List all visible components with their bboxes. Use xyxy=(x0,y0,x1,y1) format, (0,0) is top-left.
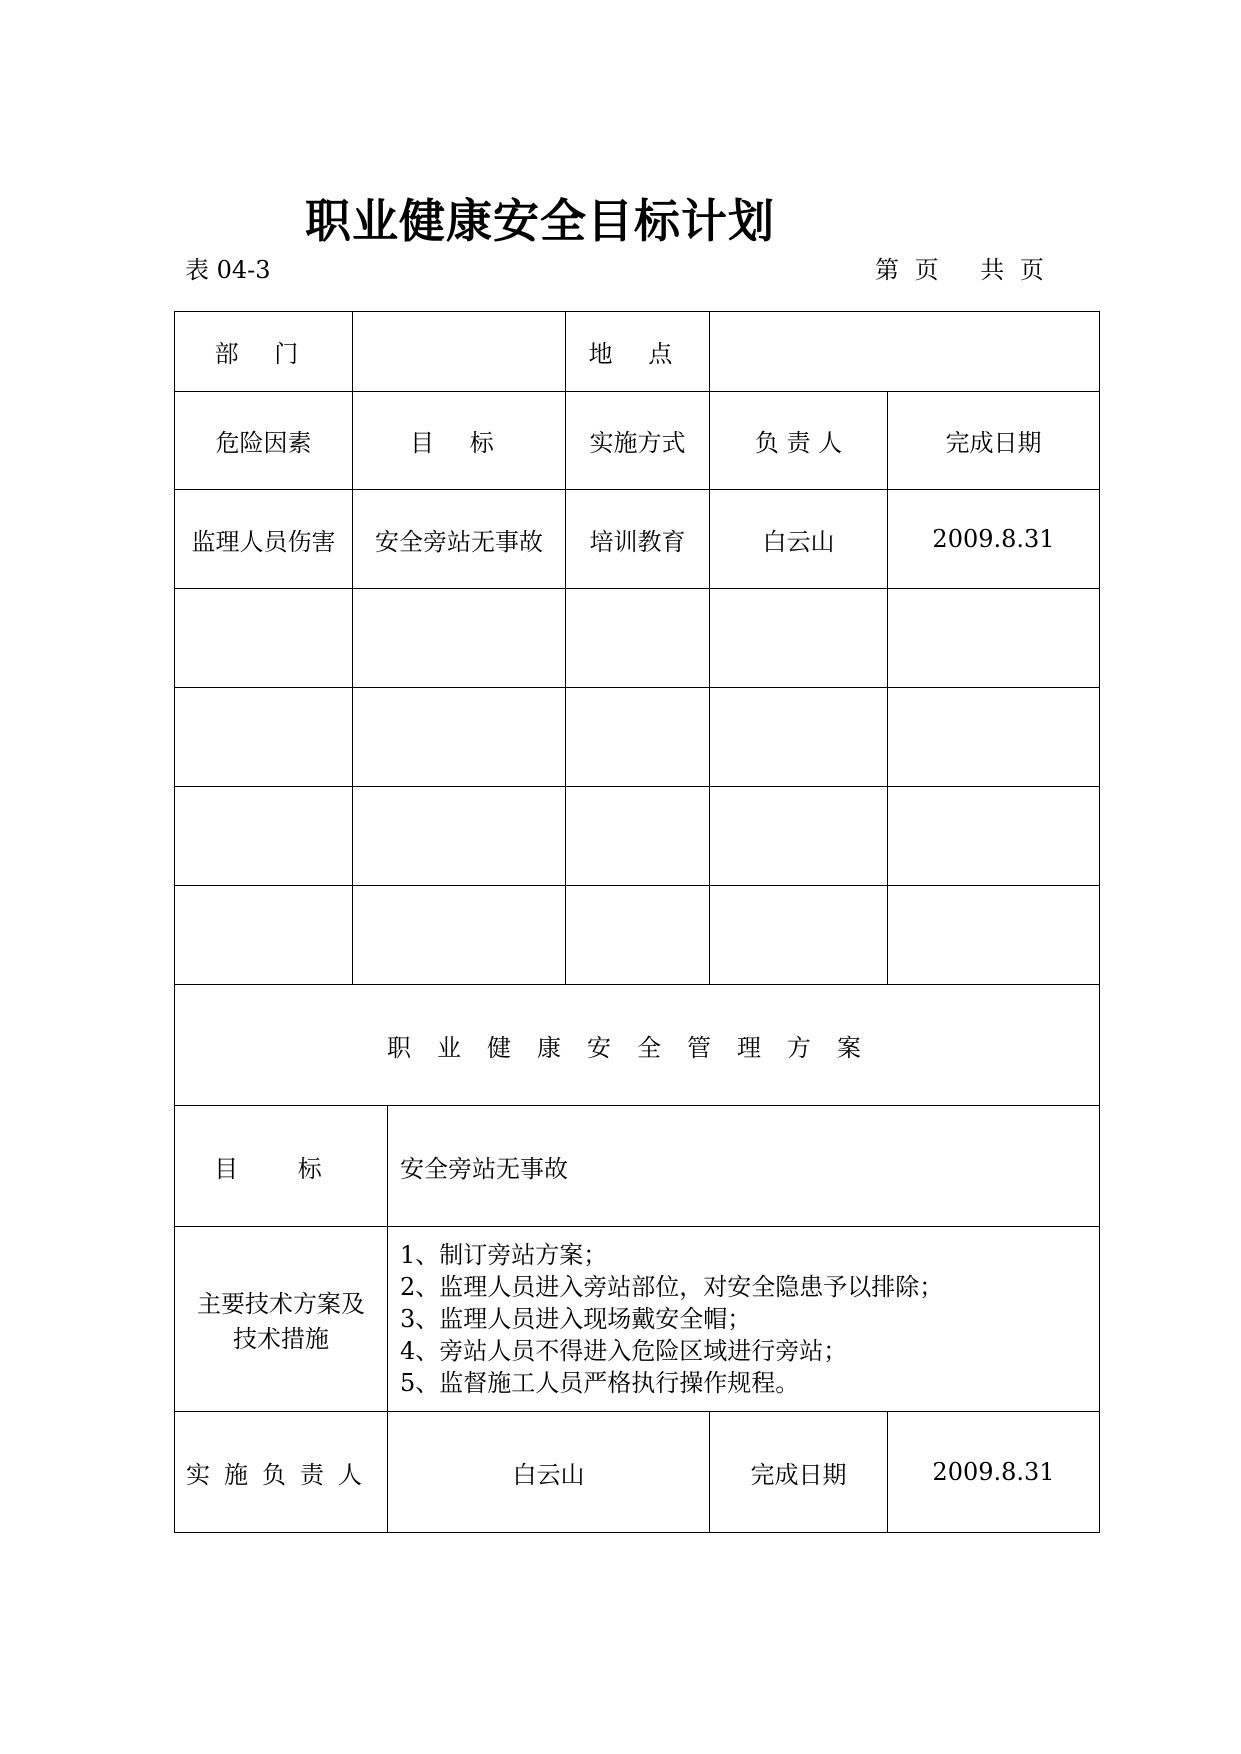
cell-date[interactable] xyxy=(888,589,1100,688)
location-field[interactable] xyxy=(710,312,1100,392)
page-indicator xyxy=(875,250,1044,285)
cell-target: 安全旁站无事故 xyxy=(353,490,566,589)
cell-hazard: 监理人员伤害 xyxy=(175,490,353,589)
table-row xyxy=(175,886,1100,985)
page-total-label: 共 页 xyxy=(980,256,1044,284)
target-plan-table xyxy=(174,311,1100,1533)
cell-target[interactable] xyxy=(353,589,566,688)
cell-owner[interactable] xyxy=(710,688,888,787)
cell-method[interactable] xyxy=(566,787,710,886)
measure-item: 4、旁站人员不得进入危险区域进行旁站； xyxy=(400,1337,848,1365)
column-header-target: 目 标 xyxy=(353,392,566,490)
department-label: 部 门 xyxy=(175,312,353,392)
cell-hazard[interactable] xyxy=(175,886,353,985)
cell-method[interactable] xyxy=(566,688,710,787)
cell-date[interactable] xyxy=(888,688,1100,787)
cell-owner[interactable] xyxy=(710,886,888,985)
cell-owner[interactable] xyxy=(710,589,888,688)
plan-owner-row xyxy=(175,1412,1100,1533)
plan-heading-row xyxy=(175,985,1100,1106)
measure-item: 3、监理人员进入现场戴安全帽； xyxy=(400,1305,752,1333)
cell-hazard[interactable] xyxy=(175,589,353,688)
cell-method: 培训教育 xyxy=(566,490,710,589)
cell-target[interactable] xyxy=(353,688,566,787)
cell-date: 2009.8.31 xyxy=(888,490,1100,589)
measure-item: 5、监督施工人员严格执行操作规程。 xyxy=(400,1369,800,1397)
column-header-hazard: 危险因素 xyxy=(175,392,353,490)
plan-heading: 职业健康安全管理方案 xyxy=(175,985,1100,1106)
cell-date[interactable] xyxy=(888,886,1100,985)
completion-date-value: 2009.8.31 xyxy=(888,1412,1100,1533)
measures-label xyxy=(175,1227,388,1412)
measures-label-line: 技术措施 xyxy=(233,1325,329,1353)
cell-owner: 白云山 xyxy=(710,490,888,589)
measure-item: 1、制订旁站方案； xyxy=(400,1241,608,1269)
plan-target-value: 安全旁站无事故 xyxy=(388,1106,1100,1227)
location-label: 地 点 xyxy=(566,312,710,392)
department-field[interactable] xyxy=(353,312,566,392)
table-row xyxy=(175,787,1100,886)
cell-owner[interactable] xyxy=(710,787,888,886)
cell-date[interactable] xyxy=(888,787,1100,886)
table-row xyxy=(175,688,1100,787)
cell-hazard[interactable] xyxy=(175,787,353,886)
cell-method[interactable] xyxy=(566,589,710,688)
column-header-date: 完成日期 xyxy=(888,392,1100,490)
column-header-method: 实施方式 xyxy=(566,392,710,490)
document-title: 职业健康安全目标计划 xyxy=(305,194,775,248)
column-header-row xyxy=(175,392,1100,490)
measures-list xyxy=(388,1227,1100,1412)
cell-method[interactable] xyxy=(566,886,710,985)
completion-date-label: 完成日期 xyxy=(710,1412,888,1533)
plan-target-row xyxy=(175,1106,1100,1227)
cell-hazard[interactable] xyxy=(175,688,353,787)
table-row xyxy=(175,589,1100,688)
measures-label-line: 主要技术方案及 xyxy=(197,1290,365,1318)
page-number-label: 第 页 xyxy=(875,256,939,284)
header-row xyxy=(175,312,1100,392)
owner-value: 白云山 xyxy=(388,1412,710,1533)
table-row xyxy=(175,490,1100,589)
plan-measures-row xyxy=(175,1227,1100,1412)
column-header-owner: 负 责 人 xyxy=(710,392,888,490)
form-number: 表 04-3 xyxy=(185,256,271,284)
plan-target-label: 目 标 xyxy=(175,1106,388,1227)
measure-item: 2、监理人员进入旁站部位，对安全隐患予以排除； xyxy=(400,1273,944,1301)
owner-label: 实施负责人 xyxy=(175,1412,388,1533)
cell-target[interactable] xyxy=(353,886,566,985)
cell-target[interactable] xyxy=(353,787,566,886)
